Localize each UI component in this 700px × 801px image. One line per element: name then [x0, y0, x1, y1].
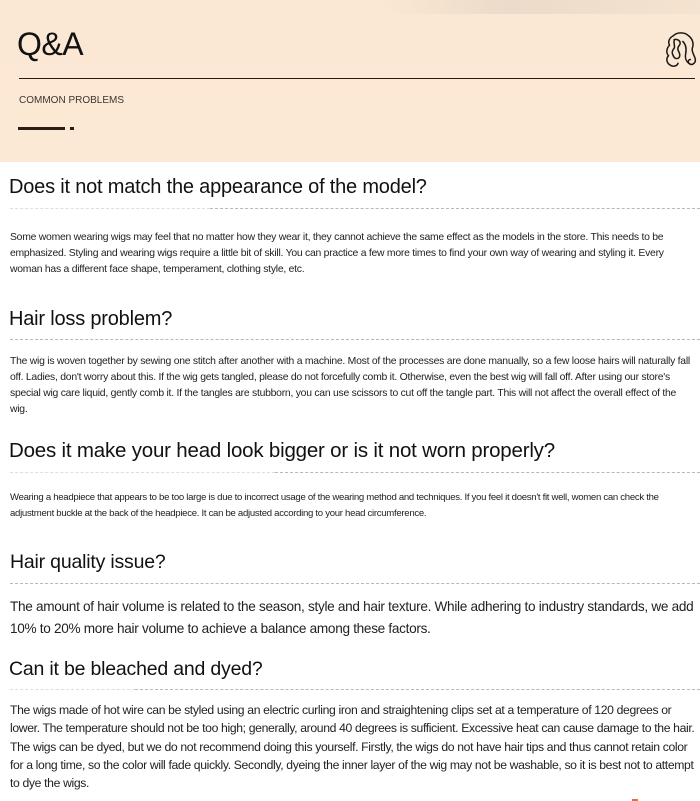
- faq-item: [0, 537, 700, 650]
- faq-divider: [10, 472, 275, 473]
- wig-hair-icon: [660, 30, 698, 70]
- accent-dot: [70, 127, 74, 130]
- faq-question: Hair loss problem?: [9, 308, 173, 330]
- page-title: Q&A: [17, 26, 84, 62]
- faq-answer: The wigs made of hot wire can be styled using an electric curling iron and straightening clips set at a temperature of 120 degrees or lower. The temperature should not be too high; generally, around 40 degrees is sufficient. Excessive heat can cause damage to the hair. The wigs can be dyed, but we do not recommend doing this yourself. Firstly, the wigs do not have hair tips and thus cannot retain color for a long time, so the color will fade quickly. Secondly, dyeing the inner layer of the wig may not be washable, so it is best not to attempt to dye the wigs.: [10, 703, 695, 791]
- faq-divider: [210, 208, 700, 209]
- faq-divider: [10, 689, 135, 690]
- faq-answer: The amount of hair volume is related to the season, style and hair texture. While adhering to industry standards, we add 10% to 20% more hair volume to achieve a balance among these factors.: [10, 599, 694, 636]
- faq-divider: [10, 339, 700, 340]
- section-subtitle: COMMON PROBLEMS: [19, 95, 125, 106]
- faq-question: Does it not match the appearance of the model?: [9, 176, 427, 198]
- header-divider: [19, 78, 695, 79]
- faq-divider: [10, 208, 210, 209]
- faq-divider: [10, 583, 700, 584]
- faq-divider: [135, 689, 700, 690]
- faq-item: [0, 162, 700, 297]
- faq-question: Can it be bleached and dyed?: [9, 658, 263, 680]
- faq-item: [0, 650, 700, 801]
- faq-item: [0, 297, 700, 427]
- faq-item: [0, 427, 700, 537]
- faq-answer: Some women wearing wigs may feel that no matter how they wear it, they cannot achieve the same effect as the models in the store. This needs to be emphasized. Styling and wearing wigs require a little bit of skill. You can practice a few more times to find your own way of wearing and styling it. Every woman has a different face shape, temperament, clothing style, etc.: [10, 232, 664, 275]
- faq-question: Does it make your head look bigger or is it not worn properly?: [9, 439, 555, 462]
- faq-divider: [275, 472, 700, 473]
- accent-bar: [18, 127, 65, 130]
- faq-answer: Wearing a headpiece that appears to be too large is due to incorrect usage of the wearing method and techniques. If you feel it doesn't fit well, women can check the adjustment buckle at the back of the headpiece. It can be adjusted according to your head circumference.: [10, 492, 659, 519]
- faq-answer: The wig is woven together by sewing one stitch after another with a machine. Most of the processes are done manually, so a few loose hairs will naturally fall off. Ladies, don't worry about this. If the wig gets tangled, please do not forcefully comb it. Otherwise, even the best wig will fall off. After using our store's special wig care liquid, gently comb it. If the tangles are stubborn, you can use scissors to cut off the tangle part. This will not affect the overall effect of the wig.: [10, 356, 690, 415]
- qa-header: [0, 0, 700, 162]
- faq-question: Hair quality issue?: [10, 551, 166, 573]
